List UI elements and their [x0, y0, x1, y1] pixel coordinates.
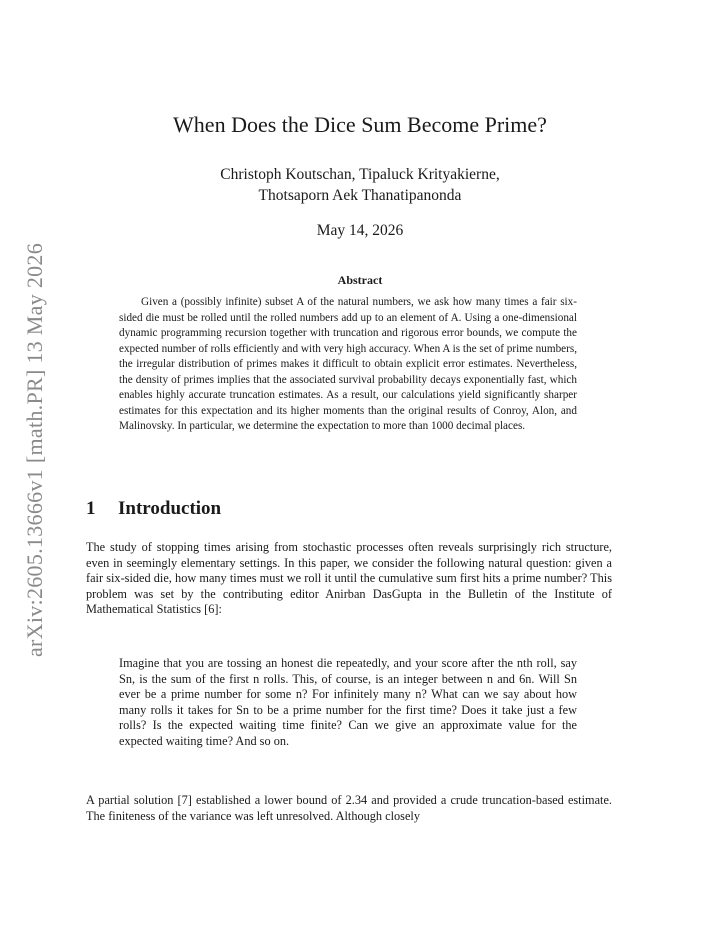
intro-paragraph-2: A partial solution [7] established a lower bound of 2.34 and provided a crude truncation-based estimate. The finiteness of the variance was left unresolved. Although closely [86, 793, 612, 823]
section-title: Introduction [118, 498, 222, 519]
intro-paragraph-1: The study of stopping times arising from stochastic processes often reveals surprisingly rich structure, even in seemingly elementary settings. In this paper, we consider the following natural question: given a fair six-sided die, how many times must we roll it until the cumulative sum first hits a prime number? This problem was set by the contributing editor Anirban DasGupta in the Bulletin of the Institute of Mathematical Statistics [6]: [86, 540, 612, 617]
abstract-heading: Abstract [337, 273, 383, 287]
paper-date: May 14, 2026 [316, 222, 404, 239]
section-number: 1 [86, 498, 96, 519]
block-quote: Imagine that you are tossing an honest die repeatedly, and your score after the nth roll, say Sn, is the sum of the first n rolls. This, of course, is an integer between n and 6n. Will Sn ever be a prime number for some n? For infinitely many n? What can we say about how many rolls it takes for Sn to be a prime number for the first time? Does it take just a few rolls? Is the expected waiting time finite? Can we give an approximate value for the expected waiting time? And so on. [119, 656, 577, 748]
arxiv-identifier [20, 240, 50, 660]
paper-title: When Does the Dice Sum Become Prime? [173, 112, 547, 137]
author-line-2: Thotsaporn Aek Thanatipanonda [258, 187, 462, 204]
section-heading [86, 498, 221, 520]
author-line-1: Christoph Koutschan, Tipaluck Krityakierne, [220, 166, 500, 183]
author-list [0, 164, 720, 206]
abstract-text: Given a (possibly infinite) subset A of the natural numbers, we ask how many times a fair six-sided die must be rolled until the rolled numbers add up to an element of A. Using a one-dimensional dynamic programming recursion together with truncation and rigorous error bounds, we compute the expected number of rolls efficiently and with very high accuracy. When A is the set of prime numbers, the irregular distribution of primes makes it difficult to obtain explicit error estimates. Nevertheless, the density of primes implies that the associated survival probability decays exponentially fast, which enables highly accurate truncation estimates. As a result, our calculations yield significantly sharper estimates for this expectation and its higher moments than the original results of Conroy, Alon, and Malinovsky. In particular, we determine the expectation to more than 1000 decimal places. [119, 296, 577, 432]
arxiv-identifier-text: arXiv:2605.13666v1 [math.PR] 13 May 2026 [22, 242, 47, 658]
